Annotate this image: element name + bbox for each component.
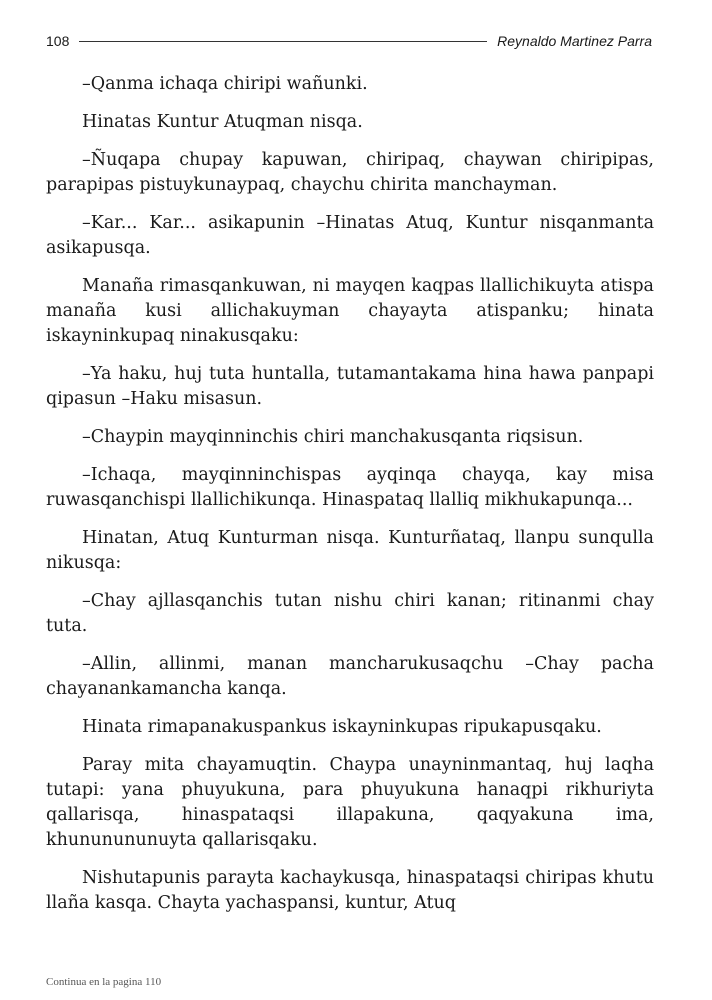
paragraph: –Chaypin mayqinninchis chiri manchakusqanta riqsisun. — [82, 427, 584, 447]
continuation-note: Continua en la pagina 110 — [46, 976, 162, 988]
paragraph: Hinata rimapanakuspankus iskayninkupas ripukapusqaku. — [82, 717, 602, 737]
paragraph: –Ñuqapa chupay kapuwan, chiripaq, chaywan chiripipas, parapipas pistuykunaypaq, chaychu chirita manchayman. — [46, 150, 654, 195]
paragraph: –Ichaqa, mayqinninchispas ayqinqa chayqa, kay misa ruwasqanchispi llallichikunqa. Hinaspataq llalliq mikhukapunqa... — [46, 465, 654, 510]
paragraph: Manaña rimasqankuwan, ni mayqen kaqpas llallichikuyta atispa manaña kusi allichakuyman chayayta atispanku; hinata iskayninkupaq ninakusqaku: — [46, 276, 654, 346]
paragraph: Nishutapunis parayta kachaykusqa, hinaspataqsi chiripas khutu llaña kasqa. Chayta yachaspansi, kuntur, Atuq — [46, 868, 654, 913]
running-head: Reynaldo Martinez Parra — [497, 33, 652, 49]
page-header — [46, 33, 652, 55]
paragraph: –Ya haku, huj tuta huntalla, tutamantakama hina hawa panpapi qipasun –Haku misasun. — [46, 364, 654, 409]
paragraph: Paray mita chayamuqtin. Chaypa unayninmantaq, huj laqha tutapi: yana phuyukuna, para phuyukuna hanaqpi rikhuriyta qallarisqa, hinaspataqsi illapakuna, qaqyakuna ima, khununununuyta qallarisqaku. — [46, 755, 654, 850]
body-text — [46, 72, 654, 929]
paragraph: –Allin, allinmi, manan mancharukusaqchu –Chay pacha chayanankamancha kanqa. — [46, 654, 654, 699]
paragraph: Hinatan, Atuq Kunturman nisqa. Kunturñataq, llanpu sunqulla nikusqa: — [46, 528, 654, 573]
paragraph: –Qanma ichaqa chiripi wañunki. — [82, 74, 368, 94]
paragraph: –Chay ajllasqanchis tutan nishu chiri kanan; ritinanmi chay tuta. — [46, 591, 654, 636]
page-number: 108 — [46, 33, 70, 49]
header-rule — [79, 41, 487, 42]
paragraph: –Kar... Kar... asikapunin –Hinatas Atuq, Kuntur nisqanmanta asikapusqa. — [46, 213, 654, 258]
paragraph: Hinatas Kuntur Atuqman nisqa. — [82, 112, 363, 132]
